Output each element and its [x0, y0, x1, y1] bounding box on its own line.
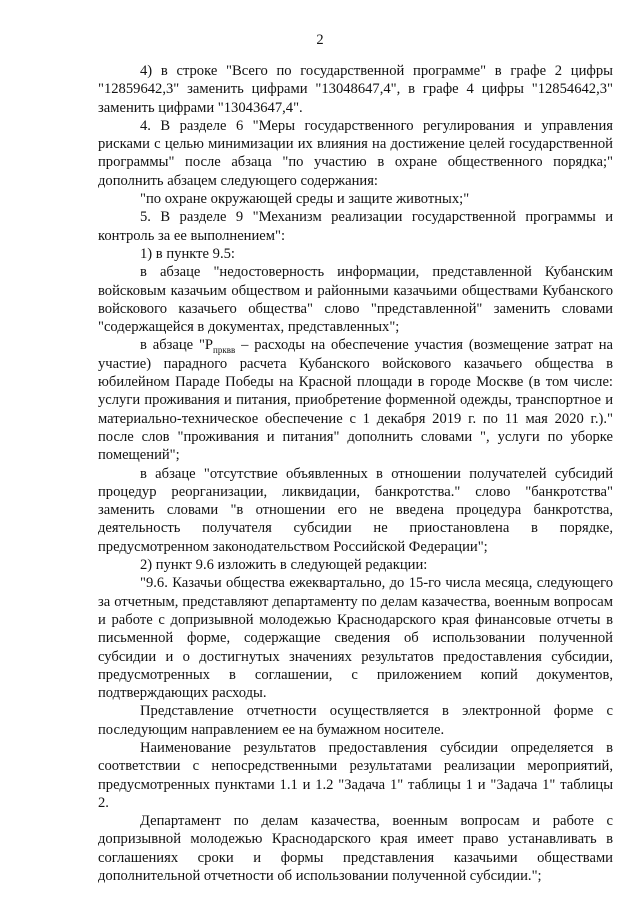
formula-subscript: прквв	[213, 345, 236, 356]
page-number: 2	[316, 32, 324, 48]
paragraph-item-9-6: 2) пункт 9.6 изложить в следующей редакции:	[140, 557, 428, 574]
paragraph-section-9: 5. В разделе 9 "Механизм реализации государственной программы и контроль за ее выполнением":	[98, 209, 613, 244]
paragraph-formula	[98, 336, 613, 464]
paragraph-item-9-5: 1) в пункте 9.5:	[140, 245, 235, 262]
paragraph-nedostovernost: в абзаце "недостоверность информации, представленной Кубанским войсковым казачьим обществом и районными казачьими обществами Кубанского войскового казачьего общества" слово "представленной" заменить словами "содержащейся в документах, представленных";	[98, 264, 613, 336]
paragraph-new-abzac: "по охране окружающей среды и защите животных;"	[140, 191, 470, 208]
paragraph-4-item-4: 4) в строке "Всего по государственной программе" в графе 2 цифры "12859642,3" заменить цифрами "13048647,4", в графе 4 цифры "12854642,3" заменить цифрами "13043647,4".	[98, 63, 613, 116]
formula-text-after: – расходы на обеспечение участия (возмещение затрат на участие) парадного расчета Кубанского войскового казачьего общества в юбилейном Параде Победы на Красной площади в городе Москве (в том числе: услуги проживания и питания, приобретение форменной одежды, транспортное и материально-техническое обеспечение с 1 декабря 2019 г. по 11 мая 2020 г.)." после слов "проживания и питания" дополнить словами ", услуги по уборке помещений";	[98, 337, 613, 464]
document-body	[98, 62, 613, 885]
paragraph-9-6-text: "9.6. Казачьи общества ежеквартально, до 15-го числа месяца, следующего за отчетным, представляют департаменту по делам казачества, военным вопросам и работе с допризывной молодежью Краснодарского края финансовые отчеты в письменной форме, содержащие сведения об использовании полученной субсидии и о достигнутых значениях результатов предоставления субсидии, предусмотренных в соглашении, с приложением копий документов, подтверждающих расходы.	[98, 575, 613, 702]
paragraph-reporting: Представление отчетности осуществляется в электронной форме с последующим направлением ее на бумажном носителе.	[98, 703, 613, 738]
paragraph-results: Наименование результатов предоставления субсидии определяется в соответствии с непосредственными результатами реализации мероприятий, предусмотренных пунктами 1.1 и 1.2 "Задача 1" таблицы 1 и "Задача 1" таблицы 2.	[98, 739, 613, 811]
paragraph-bankrotstvo: в абзаце "отсутствие объявленных в отношении получателей субсидий процедур реорганизации, ликвидации, банкротства." слово "банкротства" заменить словами "в отношении его не введена процедура банкротства, деятельность получателя субсидии не приостановлена в порядке, предусмотренном законодательством Российской Федерации";	[98, 465, 613, 555]
paragraph-department: Департамент по делам казачества, военным вопросам и работе с допризывной молодежью Краснодарского края имеет право устанавливать в соглашениях сроки и формы представления казачьими обществами дополнительной отчетности об использовании полученной субсидии.";	[98, 813, 613, 885]
formula-text-before: в абзаце "P	[140, 337, 214, 354]
paragraph-section-6: 4. В разделе 6 "Меры государственного регулирования и управления рисками с целью минимизации их влияния на достижение целей государственной программы" после абзаца "по участию в охране общественного порядка;" дополнить абзацем следующего содержания:	[98, 117, 613, 189]
